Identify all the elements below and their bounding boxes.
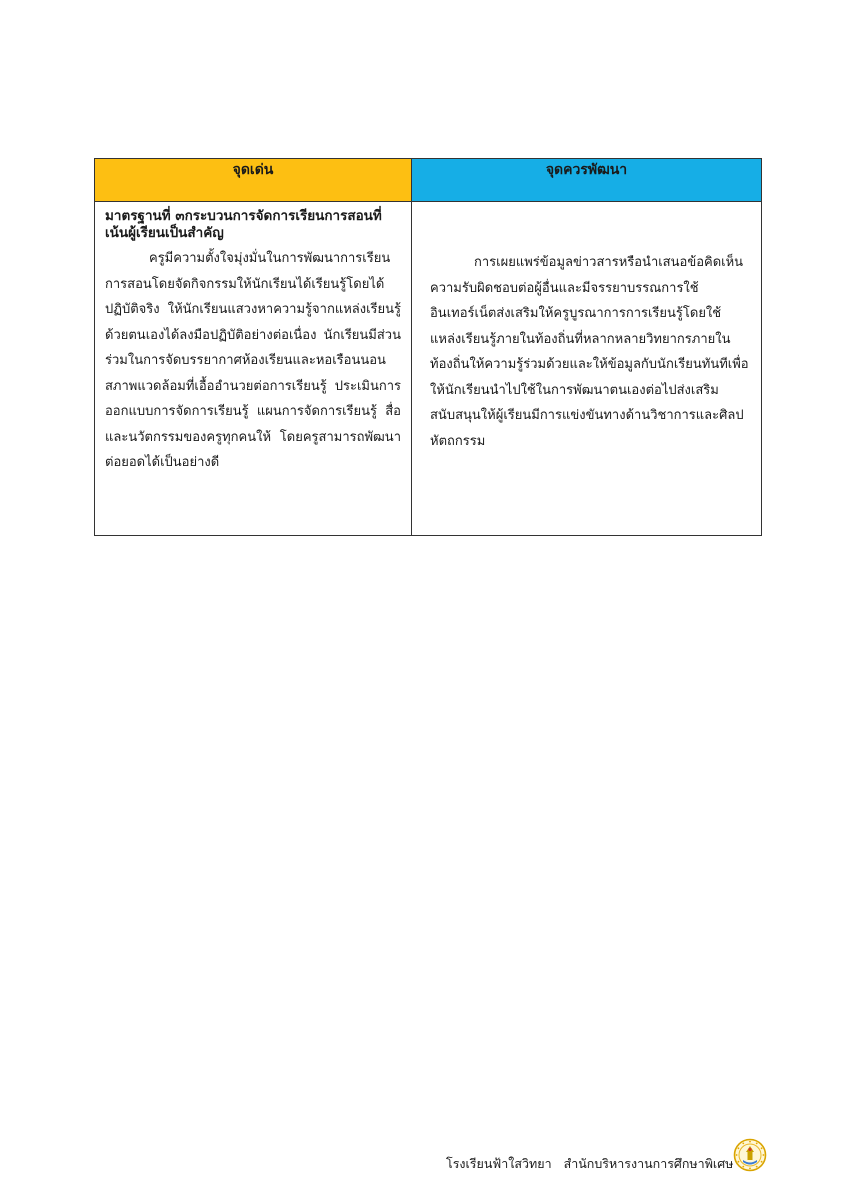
header-strengths: จุดเด่น bbox=[95, 159, 412, 202]
header-improvements: จุดควรพัฒนา bbox=[412, 159, 762, 202]
footer-office-name: สำนักบริหารงานการศึกษาพิเศษ bbox=[563, 1156, 734, 1171]
improvements-cell bbox=[412, 202, 762, 536]
page-footer bbox=[446, 1154, 733, 1174]
strengths-text: ครูมีความตั้งใจมุ่งมั่นในการพัฒนาการเรียนการสอนโดยจัดกิจกรรมให้นักเรียนได้เรียนรู้โดยได้ปฏิบัติจริง ให้นักเรียนแสวงหาความรู้จากแหล่งเรียนรู้ด้วยตนเองได้ลงมือปฏิบัติอย่างต่อเนื่อง นักเรียนมีส่วนร่วมในการจัดบรรยากาศห้องเรียนและหอเรือนนอนสภาพแวดล้อมที่เอื้ออำนวยต่อการเรียนรู้ ประเมินการออกแบบการจัดการเรียนรู้ แผนการจัดการเรียนรู้ สื่อ และนวัตกรรมของครูทุกคนให้ โดยครูสามารถพัฒนาต่อยอดได้เป็นอย่างดี bbox=[105, 251, 401, 470]
table-header-row bbox=[95, 159, 762, 202]
improvements-text: การเผยแพร่ข้อมูลข่าวสารหรือนำเสนอข้อคิดเห็น ความรับผิดชอบต่อผู้อื่นและมีจรรยาบรรณการใช้อินเทอร์เน็ตส่งเสริมให้ครูบูรณาการการเรียนรู้โดยใช้แหล่งเรียนรู้ภายในท้องถิ่นที่หลากหลายวิทยากรภายในท้องถิ่นให้ความรู้ร่วมด้วยและให้ข้อมูลกับนักเรียนทันทีเพื่อให้นักเรียนนำไปใช้ในการพัฒนาตนเองต่อไปส่งเสริม สนับสนุนให้ผู้เรียนมีการแข่งขันทางด้านวิชาการและศิลปหัตถกรรม bbox=[430, 255, 749, 449]
table-body-row bbox=[95, 202, 762, 536]
school-seal-icon bbox=[733, 1138, 767, 1172]
strengths-cell bbox=[95, 202, 412, 536]
strengths-improvements-table bbox=[94, 158, 762, 536]
footer-school-name: โรงเรียนฟ้าใสวิทยา bbox=[446, 1156, 552, 1171]
standard-title: มาตรฐานที่ ๓กระบวนการจัดการเรียนการสอนที่เน้นผู้เรียนเป็นสำคัญ bbox=[105, 208, 382, 241]
